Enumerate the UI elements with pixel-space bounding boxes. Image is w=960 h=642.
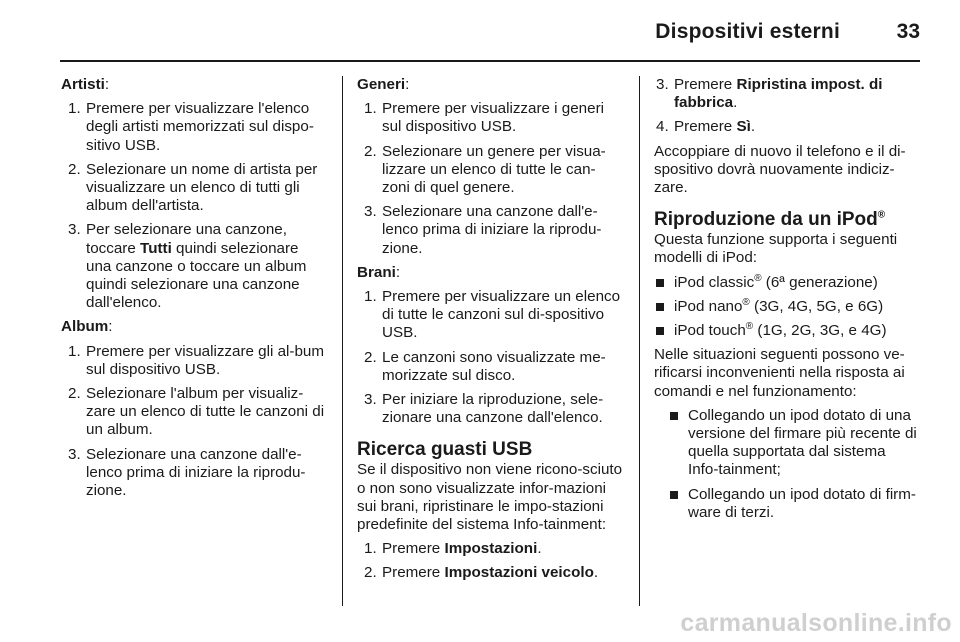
list-item: 1. Premere per visualizzare l'elenco degli artisti memorizzati sul dispo-sitivo USB.	[68, 100, 314, 154]
artisti-steps	[61, 100, 327, 312]
list-item: iPod classic® (6ª generazione)	[654, 274, 920, 292]
column-3	[654, 76, 920, 528]
list-item: 2. Selezionare un genere per visua-lizzare un elenco di tutte le can-zoni di quel genere.	[364, 142, 606, 197]
list-item: 3. Per selezionare una canzone, toccare Tutti quindi selezionare una canzone o toccare un album quindi selezionare una canzone dall'elenco.	[68, 221, 307, 312]
list-item: Collegando un ipod dotato di una versione del firmare più recente di quella supportata dal sistema Info-tainment;	[668, 407, 920, 480]
album-heading: Album:	[61, 318, 113, 336]
list-item: 3. Premere Ripristina impost. di fabbrica.	[656, 76, 883, 112]
page-header	[0, 0, 960, 62]
bullet-icon	[670, 491, 678, 499]
issues-list	[654, 407, 920, 522]
page-number: 33	[896, 20, 920, 43]
list-item: 3. Selezionare una canzone dall'e-lenco prima di iniziare la riprodu-zione.	[68, 445, 306, 500]
ipod-title: Riproduzione da un iPod®	[654, 209, 886, 231]
column-2	[357, 76, 623, 589]
list-item: Collegando un ipod dotato di firm-ware di terzi.	[668, 486, 920, 522]
ipod-intro: Questa funzione supporta i seguenti modelli di iPod:	[654, 231, 898, 267]
column-1	[61, 76, 327, 506]
list-item: 2. Premere Impostazioni veicolo.	[364, 564, 599, 582]
header-divider	[60, 60, 920, 62]
list-item: 1. Premere Impostazioni.	[364, 540, 542, 558]
column-divider-2	[639, 76, 640, 606]
list-item: iPod nano® (3G, 4G, 5G, e 6G)	[654, 298, 920, 316]
list-item: 2. Selezionare l'album per visualiz-zare un elenco di tutte le canzoni di un album.	[68, 385, 325, 439]
watermark: carmanualsonline.info	[680, 609, 952, 637]
bullet-icon	[670, 412, 678, 420]
page-title: Dispositivi esterni	[655, 20, 840, 43]
list-item: 1. Premere per visualizzare gli al-bum sul dispositivo USB.	[68, 342, 325, 378]
list-item: 4. Premere Sì.	[656, 118, 756, 136]
ricerca-steps	[357, 540, 623, 582]
ricerca-title: Ricerca guasti USB	[357, 439, 533, 461]
generi-steps	[357, 100, 623, 258]
reset-steps	[654, 76, 920, 137]
bullet-icon	[656, 303, 664, 311]
brani-steps	[357, 288, 623, 427]
issues-text: Nelle situazioni seguenti possono ve-rificarsi inconvenienti nella risposta ai comandi e nel funzionamento:	[654, 346, 905, 400]
column-divider-1	[342, 76, 343, 606]
list-item: iPod touch® (1G, 2G, 3G, e 4G)	[654, 322, 920, 340]
ipod-models	[654, 274, 920, 341]
artisti-heading: Artisti:	[61, 76, 110, 93]
list-item: 2. Selezionare un nome di artista per visualizzare un elenco di tutti gli album dell'artista.	[68, 160, 318, 215]
list-item: 3. Per iniziare la riproduzione, sele-zionare una canzone dall'elenco.	[364, 391, 604, 427]
list-item: 1. Premere per visualizzare i generi sul dispositivo USB.	[364, 100, 604, 136]
list-item: 2. Le canzoni sono visualizzate me-morizzate sul disco.	[364, 348, 606, 384]
pair-text: Accoppiare di nuovo il telefono e il di-spositivo dovrà nuovamente indiciz-zare.	[654, 142, 906, 197]
brani-heading: Brani:	[357, 263, 401, 281]
list-item: 1. Premere per visualizzare un elenco di tutte le canzoni sul di-spositivo USB.	[364, 288, 621, 342]
bullet-icon	[656, 279, 664, 287]
generi-heading: Generi:	[357, 76, 410, 93]
bullet-icon	[656, 327, 664, 335]
album-steps	[61, 343, 327, 501]
ricerca-text: Se il dispositivo non viene ricono-sciuto o non sono visualizzate infor-mazioni sui brani, ripristinare le impo-stazioni predefinite del sistema Info-tainment:	[357, 461, 623, 534]
list-item: 3. Selezionare una canzone dall'e-lenco prima di iniziare la riprodu-zione.	[364, 203, 602, 257]
